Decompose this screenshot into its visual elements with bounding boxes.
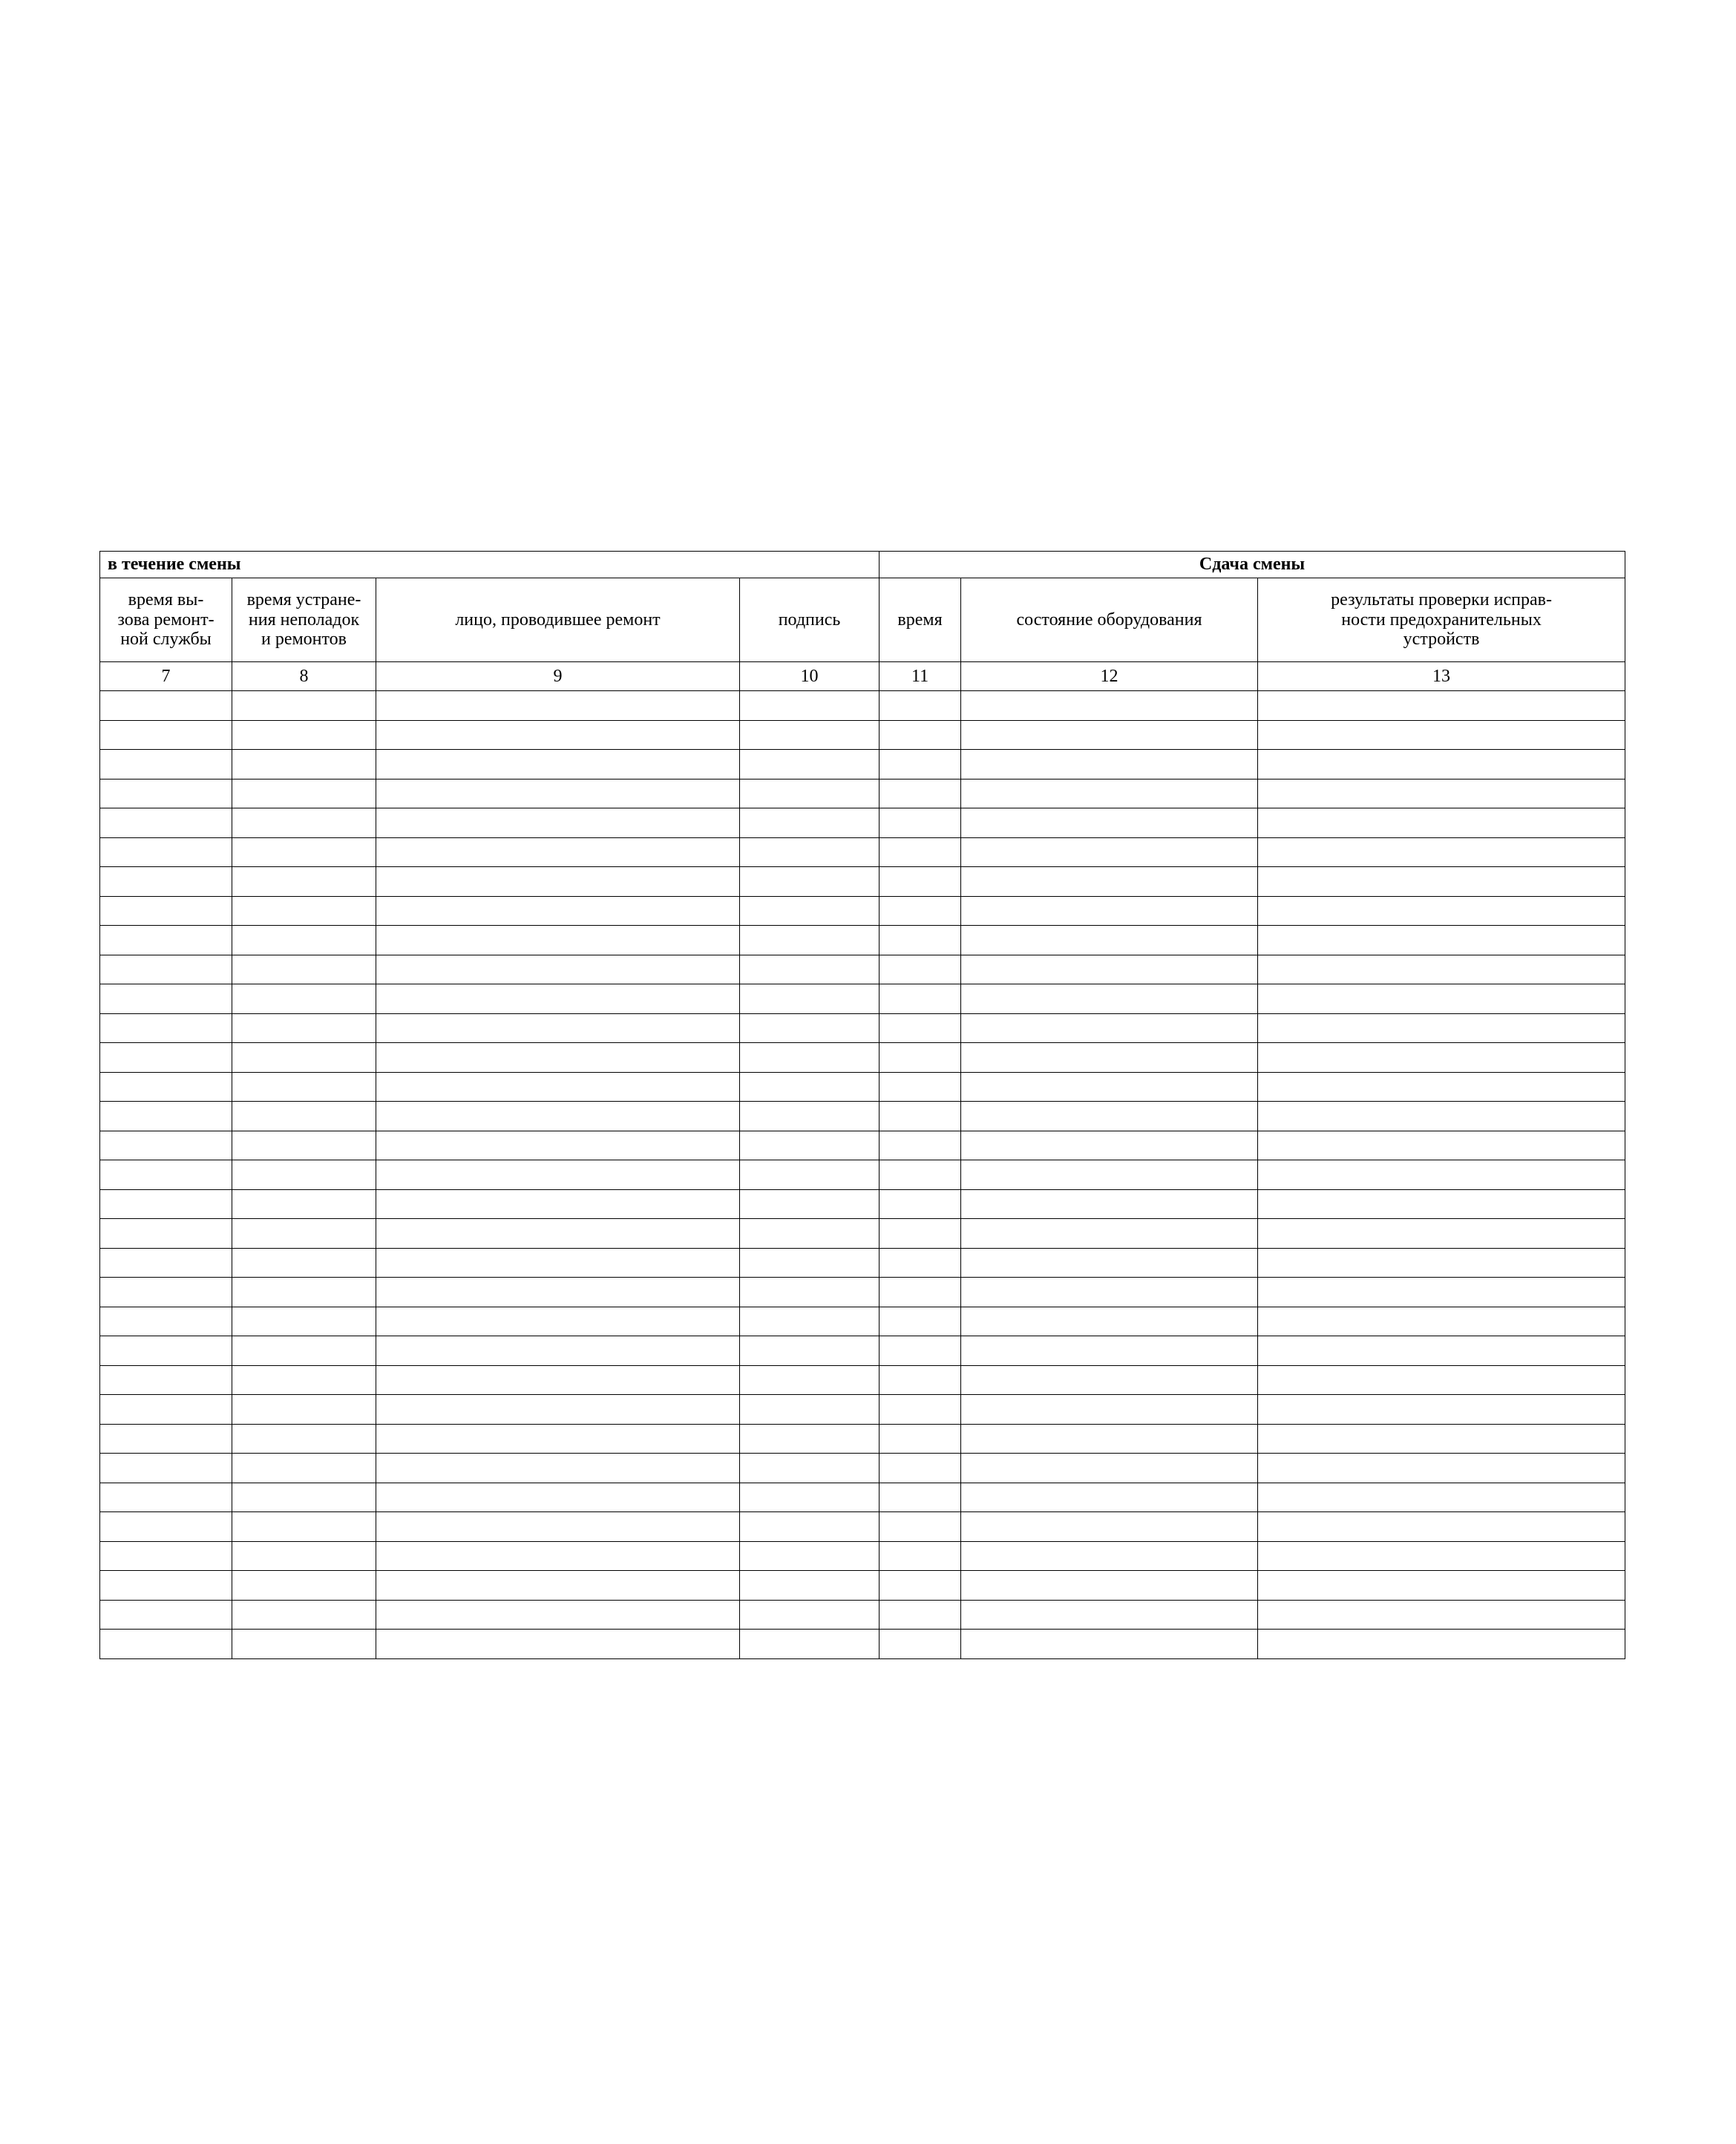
- table-cell-12[interactable]: [961, 1043, 1258, 1073]
- table-cell-8[interactable]: [232, 1571, 376, 1601]
- table-cell-8[interactable]: [232, 837, 376, 867]
- table-cell-9[interactable]: [376, 896, 740, 926]
- table-row[interactable]: [100, 1630, 1625, 1659]
- table-cell-13[interactable]: [1258, 1219, 1625, 1249]
- table-cell-8[interactable]: [232, 867, 376, 897]
- table-cell-11[interactable]: [880, 1160, 961, 1190]
- table-cell-11[interactable]: [880, 837, 961, 867]
- table-cell-13[interactable]: [1258, 1512, 1625, 1542]
- table-cell-8[interactable]: [232, 1365, 376, 1395]
- table-cell-10[interactable]: [740, 1454, 880, 1483]
- table-cell-9[interactable]: [376, 1072, 740, 1102]
- table-cell-7[interactable]: [100, 1189, 232, 1219]
- column-header-7-line-1: время вы-: [128, 589, 204, 609]
- table-cell-8[interactable]: [232, 984, 376, 1014]
- table-cell-10[interactable]: [740, 808, 880, 838]
- table-cell-12[interactable]: [961, 1278, 1258, 1307]
- table-cell-8[interactable]: [232, 1189, 376, 1219]
- column-header-7: [100, 578, 232, 662]
- table-cell-10[interactable]: [740, 1600, 880, 1630]
- table-cell-7[interactable]: [100, 1365, 232, 1395]
- table-cell-13[interactable]: [1258, 837, 1625, 867]
- table-cell-12[interactable]: [961, 926, 1258, 955]
- table-cell-10[interactable]: [740, 896, 880, 926]
- table-cell-9[interactable]: [376, 1189, 740, 1219]
- table-cell-12[interactable]: [961, 955, 1258, 984]
- table-cell-10[interactable]: [740, 1102, 880, 1131]
- group-header-during-shift: в течение смены: [100, 552, 880, 578]
- table-cell-13[interactable]: [1258, 750, 1625, 780]
- table-cell-13[interactable]: [1258, 1043, 1625, 1073]
- table-cell-13[interactable]: [1258, 1630, 1625, 1659]
- table-cell-11[interactable]: [880, 1541, 961, 1571]
- table-cell-12[interactable]: [961, 808, 1258, 838]
- table-cell-12[interactable]: [961, 1395, 1258, 1425]
- table-cell-9[interactable]: [376, 779, 740, 808]
- column-header-8: [232, 578, 376, 662]
- table-cell-12[interactable]: [961, 1131, 1258, 1160]
- table-cell-10[interactable]: [740, 1336, 880, 1366]
- column-header-10-line-1: подпись: [778, 609, 841, 630]
- table-cell-11[interactable]: [880, 1189, 961, 1219]
- column-number-11: 11: [880, 662, 961, 691]
- table-cell-13[interactable]: [1258, 1307, 1625, 1336]
- table-cell-12[interactable]: [961, 1600, 1258, 1630]
- table-cell-12[interactable]: [961, 1454, 1258, 1483]
- table-cell-8[interactable]: [232, 1336, 376, 1366]
- column-header-11: [880, 578, 961, 662]
- table-cell-8[interactable]: [232, 1278, 376, 1307]
- table-cell-13[interactable]: [1258, 1600, 1625, 1630]
- table-cell-10[interactable]: [740, 1483, 880, 1512]
- table-cell-9[interactable]: [376, 837, 740, 867]
- table-row[interactable]: [100, 1160, 1625, 1190]
- table-cell-12[interactable]: [961, 837, 1258, 867]
- table-cell-12[interactable]: [961, 779, 1258, 808]
- table-cell-7[interactable]: [100, 1571, 232, 1601]
- column-header-11-line-1: время: [897, 609, 943, 630]
- table-row[interactable]: [100, 1189, 1625, 1219]
- table-cell-11[interactable]: [880, 1512, 961, 1542]
- table-cell-7[interactable]: [100, 1512, 232, 1542]
- table-cell-8[interactable]: [232, 1307, 376, 1336]
- column-header-row: [100, 578, 1625, 662]
- column-header-13-line-3: устройств: [1403, 630, 1480, 650]
- table-cell-11[interactable]: [880, 926, 961, 955]
- table-cell-11[interactable]: [880, 1600, 961, 1630]
- table-cell-8[interactable]: [232, 1013, 376, 1043]
- table-cell-10[interactable]: [740, 1219, 880, 1249]
- table-cell-10[interactable]: [740, 691, 880, 721]
- table-cell-9[interactable]: [376, 1013, 740, 1043]
- table-cell-13[interactable]: [1258, 808, 1625, 838]
- table-cell-12[interactable]: [961, 867, 1258, 897]
- table-cell-11[interactable]: [880, 1365, 961, 1395]
- table-cell-10[interactable]: [740, 1278, 880, 1307]
- table-cell-12[interactable]: [961, 1424, 1258, 1454]
- table-cell-12[interactable]: [961, 750, 1258, 780]
- table-cell-11[interactable]: [880, 1571, 961, 1601]
- table-cell-11[interactable]: [880, 1219, 961, 1249]
- table-row[interactable]: [100, 1102, 1625, 1131]
- table-cell-7[interactable]: [100, 1248, 232, 1278]
- table-cell-8[interactable]: [232, 1483, 376, 1512]
- table-cell-7[interactable]: [100, 1102, 232, 1131]
- table-cell-8[interactable]: [232, 1541, 376, 1571]
- table-cell-11[interactable]: [880, 1307, 961, 1336]
- table-cell-9[interactable]: [376, 926, 740, 955]
- table-cell-7[interactable]: [100, 1483, 232, 1512]
- table-cell-8[interactable]: [232, 750, 376, 780]
- table-cell-9[interactable]: [376, 1630, 740, 1659]
- table-row[interactable]: [100, 984, 1625, 1014]
- journal-body: [100, 691, 1625, 1659]
- table-cell-11[interactable]: [880, 984, 961, 1014]
- table-cell-9[interactable]: [376, 808, 740, 838]
- table-row[interactable]: [100, 1483, 1625, 1512]
- table-row[interactable]: [100, 1571, 1625, 1601]
- table-cell-12[interactable]: [961, 1248, 1258, 1278]
- table-cell-12[interactable]: [961, 896, 1258, 926]
- table-cell-8[interactable]: [232, 1248, 376, 1278]
- table-cell-10[interactable]: [740, 1131, 880, 1160]
- table-cell-7[interactable]: [100, 1454, 232, 1483]
- table-row[interactable]: [100, 691, 1625, 721]
- table-cell-7[interactable]: [100, 1600, 232, 1630]
- table-cell-7[interactable]: [100, 1541, 232, 1571]
- table-cell-10[interactable]: [740, 1571, 880, 1601]
- table-cell-12[interactable]: [961, 1307, 1258, 1336]
- column-header-10: [740, 578, 880, 662]
- table-cell-7[interactable]: [100, 896, 232, 926]
- table-cell-9[interactable]: [376, 1512, 740, 1542]
- table-cell-10[interactable]: [740, 1307, 880, 1336]
- table-cell-8[interactable]: [232, 1395, 376, 1425]
- column-number-7: 7: [100, 662, 232, 691]
- table-cell-10[interactable]: [740, 1072, 880, 1102]
- table-row[interactable]: [100, 896, 1625, 926]
- table-row[interactable]: [100, 867, 1625, 897]
- table-row[interactable]: [100, 1219, 1625, 1249]
- table-cell-8[interactable]: [232, 691, 376, 721]
- table-cell-11[interactable]: [880, 1043, 961, 1073]
- table-cell-13[interactable]: [1258, 867, 1625, 897]
- table-cell-7[interactable]: [100, 1278, 232, 1307]
- table-cell-7[interactable]: [100, 1307, 232, 1336]
- table-cell-7[interactable]: [100, 837, 232, 867]
- table-cell-12[interactable]: [961, 1336, 1258, 1366]
- table-row[interactable]: [100, 720, 1625, 750]
- table-cell-10[interactable]: [740, 1043, 880, 1073]
- table-row[interactable]: [100, 1424, 1625, 1454]
- table-cell-9[interactable]: [376, 1160, 740, 1190]
- table-cell-13[interactable]: [1258, 1483, 1625, 1512]
- table-cell-8[interactable]: [232, 720, 376, 750]
- table-cell-10[interactable]: [740, 926, 880, 955]
- journal-table: [99, 551, 1625, 1659]
- group-header-shift-handover: Сдача смены: [880, 552, 1625, 578]
- table-cell-11[interactable]: [880, 1483, 961, 1512]
- table-cell-12[interactable]: [961, 1160, 1258, 1190]
- column-number-13: 13: [1258, 662, 1625, 691]
- table-cell-10[interactable]: [740, 1160, 880, 1190]
- table-cell-8[interactable]: [232, 1131, 376, 1160]
- table-cell-11[interactable]: [880, 867, 961, 897]
- table-cell-13[interactable]: [1258, 896, 1625, 926]
- table-cell-10[interactable]: [740, 867, 880, 897]
- table-cell-13[interactable]: [1258, 1395, 1625, 1425]
- table-cell-13[interactable]: [1258, 984, 1625, 1014]
- table-cell-10[interactable]: [740, 1424, 880, 1454]
- table-cell-13[interactable]: [1258, 1424, 1625, 1454]
- table-row[interactable]: [100, 926, 1625, 955]
- table-cell-13[interactable]: [1258, 1278, 1625, 1307]
- table-cell-12[interactable]: [961, 1512, 1258, 1542]
- column-number-row: [100, 662, 1625, 691]
- table-cell-12[interactable]: [961, 1072, 1258, 1102]
- column-header-13-line-1: результаты проверки исправ-: [1331, 589, 1552, 609]
- table-row[interactable]: [100, 1512, 1625, 1542]
- table-row[interactable]: [100, 1131, 1625, 1160]
- column-header-7-line-3: ной службы: [120, 630, 212, 650]
- table-cell-11[interactable]: [880, 808, 961, 838]
- column-header-7-line-2: зова ремонт-: [117, 609, 214, 630]
- table-cell-11[interactable]: [880, 1630, 961, 1659]
- table-cell-7[interactable]: [100, 1131, 232, 1160]
- table-cell-7[interactable]: [100, 1219, 232, 1249]
- table-cell-10[interactable]: [740, 1395, 880, 1425]
- table-cell-13[interactable]: [1258, 1013, 1625, 1043]
- table-cell-12[interactable]: [961, 691, 1258, 721]
- table-cell-10[interactable]: [740, 1013, 880, 1043]
- table-cell-13[interactable]: [1258, 1336, 1625, 1366]
- table-cell-11[interactable]: [880, 750, 961, 780]
- column-number-12: 12: [961, 662, 1258, 691]
- table-cell-10[interactable]: [740, 779, 880, 808]
- table-row[interactable]: [100, 1278, 1625, 1307]
- table-cell-7[interactable]: [100, 779, 232, 808]
- table-cell-8[interactable]: [232, 926, 376, 955]
- column-header-9-line-1: лицо, проводившее ремонт: [455, 609, 661, 630]
- table-cell-7[interactable]: [100, 1395, 232, 1425]
- column-number-8: 8: [232, 662, 376, 691]
- table-cell-7[interactable]: [100, 926, 232, 955]
- table-row[interactable]: [100, 1600, 1625, 1630]
- table-cell-11[interactable]: [880, 720, 961, 750]
- table-cell-10[interactable]: [740, 1189, 880, 1219]
- table-cell-9[interactable]: [376, 1102, 740, 1131]
- table-cell-13[interactable]: [1258, 779, 1625, 808]
- table-cell-12[interactable]: [961, 1365, 1258, 1395]
- table-cell-12[interactable]: [961, 984, 1258, 1014]
- table-cell-10[interactable]: [740, 955, 880, 984]
- table-cell-9[interactable]: [376, 691, 740, 721]
- table-cell-13[interactable]: [1258, 1365, 1625, 1395]
- table-cell-9[interactable]: [376, 1395, 740, 1425]
- table-cell-9[interactable]: [376, 1307, 740, 1336]
- table-cell-13[interactable]: [1258, 1248, 1625, 1278]
- table-cell-11[interactable]: [880, 1102, 961, 1131]
- table-cell-13[interactable]: [1258, 1072, 1625, 1102]
- table-cell-8[interactable]: [232, 1454, 376, 1483]
- table-row[interactable]: [100, 1395, 1625, 1425]
- table-cell-10[interactable]: [740, 1365, 880, 1395]
- table-cell-11[interactable]: [880, 779, 961, 808]
- table-cell-13[interactable]: [1258, 926, 1625, 955]
- table-cell-9[interactable]: [376, 984, 740, 1014]
- table-cell-9[interactable]: [376, 1541, 740, 1571]
- table-cell-9[interactable]: [376, 867, 740, 897]
- table-cell-7[interactable]: [100, 1072, 232, 1102]
- table-cell-7[interactable]: [100, 984, 232, 1014]
- table-cell-7[interactable]: [100, 750, 232, 780]
- table-cell-7[interactable]: [100, 1336, 232, 1366]
- table-cell-11[interactable]: [880, 1454, 961, 1483]
- table-cell-8[interactable]: [232, 1160, 376, 1190]
- table-row[interactable]: [100, 1454, 1625, 1483]
- table-cell-9[interactable]: [376, 1248, 740, 1278]
- table-cell-10[interactable]: [740, 1248, 880, 1278]
- journal-table-wrapper: [99, 551, 1625, 1659]
- table-cell-10[interactable]: [740, 1512, 880, 1542]
- table-row[interactable]: [100, 1013, 1625, 1043]
- table-cell-13[interactable]: [1258, 1189, 1625, 1219]
- table-row[interactable]: [100, 1365, 1625, 1395]
- table-cell-11[interactable]: [880, 955, 961, 984]
- table-cell-7[interactable]: [100, 1630, 232, 1659]
- table-cell-7[interactable]: [100, 691, 232, 721]
- table-cell-10[interactable]: [740, 984, 880, 1014]
- table-row[interactable]: [100, 1541, 1625, 1571]
- table-cell-9[interactable]: [376, 1336, 740, 1366]
- table-cell-9[interactable]: [376, 750, 740, 780]
- table-cell-12[interactable]: [961, 1541, 1258, 1571]
- table-cell-13[interactable]: [1258, 1454, 1625, 1483]
- table-row[interactable]: [100, 1248, 1625, 1278]
- table-cell-8[interactable]: [232, 1512, 376, 1542]
- table-cell-10[interactable]: [740, 1541, 880, 1571]
- column-header-12-line-1: состояние оборудования: [1016, 609, 1202, 630]
- table-cell-7[interactable]: [100, 955, 232, 984]
- table-row[interactable]: [100, 1307, 1625, 1336]
- group-header-row: [100, 552, 1625, 578]
- table-cell-12[interactable]: [961, 720, 1258, 750]
- table-cell-7[interactable]: [100, 1424, 232, 1454]
- table-cell-8[interactable]: [232, 1043, 376, 1073]
- table-cell-7[interactable]: [100, 1043, 232, 1073]
- table-row[interactable]: [100, 779, 1625, 808]
- column-header-8-line-2: ния неполадок: [248, 609, 360, 630]
- column-number-10: 10: [740, 662, 880, 691]
- table-cell-12[interactable]: [961, 1630, 1258, 1659]
- table-cell-13[interactable]: [1258, 691, 1625, 721]
- table-cell-8[interactable]: [232, 1600, 376, 1630]
- table-cell-10[interactable]: [740, 837, 880, 867]
- column-header-13: [1258, 578, 1625, 662]
- table-cell-9[interactable]: [376, 1571, 740, 1601]
- table-cell-11[interactable]: [880, 1395, 961, 1425]
- table-cell-8[interactable]: [232, 896, 376, 926]
- table-cell-13[interactable]: [1258, 1571, 1625, 1601]
- table-cell-11[interactable]: [880, 691, 961, 721]
- table-cell-9[interactable]: [376, 1131, 740, 1160]
- table-cell-7[interactable]: [100, 867, 232, 897]
- column-header-13-line-2: ности предохранительных: [1341, 609, 1542, 630]
- table-cell-11[interactable]: [880, 1131, 961, 1160]
- table-cell-7[interactable]: [100, 1160, 232, 1190]
- table-cell-11[interactable]: [880, 1072, 961, 1102]
- table-cell-8[interactable]: [232, 1424, 376, 1454]
- table-cell-8[interactable]: [232, 779, 376, 808]
- table-cell-7[interactable]: [100, 720, 232, 750]
- table-cell-8[interactable]: [232, 1219, 376, 1249]
- table-cell-9[interactable]: [376, 1043, 740, 1073]
- table-cell-11[interactable]: [880, 1013, 961, 1043]
- table-cell-8[interactable]: [232, 1630, 376, 1659]
- column-header-9: [376, 578, 740, 662]
- table-cell-9[interactable]: [376, 1600, 740, 1630]
- table-cell-8[interactable]: [232, 1102, 376, 1131]
- table-cell-8[interactable]: [232, 1072, 376, 1102]
- table-cell-8[interactable]: [232, 808, 376, 838]
- table-cell-9[interactable]: [376, 1424, 740, 1454]
- table-row[interactable]: [100, 837, 1625, 867]
- table-cell-12[interactable]: [961, 1189, 1258, 1219]
- table-cell-13[interactable]: [1258, 955, 1625, 984]
- table-row[interactable]: [100, 1043, 1625, 1073]
- table-cell-9[interactable]: [376, 1483, 740, 1512]
- table-cell-13[interactable]: [1258, 1102, 1625, 1131]
- column-number-9: 9: [376, 662, 740, 691]
- table-cell-12[interactable]: [961, 1102, 1258, 1131]
- table-cell-13[interactable]: [1258, 1131, 1625, 1160]
- table-cell-12[interactable]: [961, 1219, 1258, 1249]
- table-row[interactable]: [100, 955, 1625, 984]
- table-cell-13[interactable]: [1258, 720, 1625, 750]
- table-cell-9[interactable]: [376, 955, 740, 984]
- table-row[interactable]: [100, 808, 1625, 838]
- table-cell-9[interactable]: [376, 720, 740, 750]
- table-row[interactable]: [100, 750, 1625, 780]
- table-cell-8[interactable]: [232, 955, 376, 984]
- table-cell-11[interactable]: [880, 1424, 961, 1454]
- table-row[interactable]: [100, 1072, 1625, 1102]
- column-header-8-line-3: и ремонтов: [261, 630, 347, 650]
- table-cell-12[interactable]: [961, 1013, 1258, 1043]
- table-cell-11[interactable]: [880, 1336, 961, 1366]
- table-cell-11[interactable]: [880, 896, 961, 926]
- table-cell-9[interactable]: [376, 1365, 740, 1395]
- table-cell-10[interactable]: [740, 1630, 880, 1659]
- table-cell-11[interactable]: [880, 1278, 961, 1307]
- column-header-12: [961, 578, 1258, 662]
- table-cell-7[interactable]: [100, 1013, 232, 1043]
- table-cell-9[interactable]: [376, 1278, 740, 1307]
- table-cell-13[interactable]: [1258, 1160, 1625, 1190]
- table-cell-7[interactable]: [100, 808, 232, 838]
- table-cell-9[interactable]: [376, 1219, 740, 1249]
- table-cell-13[interactable]: [1258, 1541, 1625, 1571]
- table-cell-9[interactable]: [376, 1454, 740, 1483]
- column-header-8-line-1: время устране-: [246, 589, 361, 609]
- table-cell-12[interactable]: [961, 1571, 1258, 1601]
- table-cell-12[interactable]: [961, 1483, 1258, 1512]
- table-row[interactable]: [100, 1336, 1625, 1366]
- table-cell-10[interactable]: [740, 750, 880, 780]
- table-cell-11[interactable]: [880, 1248, 961, 1278]
- table-cell-10[interactable]: [740, 720, 880, 750]
